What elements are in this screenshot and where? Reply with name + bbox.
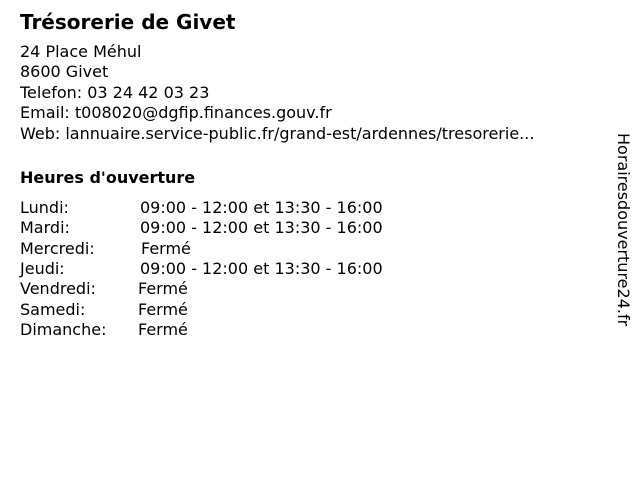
day-hours: Fermé bbox=[141, 238, 191, 258]
address-city: 8600 Givet bbox=[20, 62, 109, 82]
business-title: Trésorerie de Givet bbox=[20, 10, 236, 34]
phone-line: Telefon: 03 24 42 03 23 bbox=[20, 82, 210, 102]
day-hours: 09:00 - 12:00 et 13:30 - 16:00 bbox=[140, 258, 383, 278]
day-label: Jeudi: bbox=[20, 258, 65, 278]
hours-row-tuesday bbox=[20, 218, 600, 238]
hours-row-sunday bbox=[20, 320, 600, 340]
email-line: Email: t008020@dgfip.finances.gouv.fr bbox=[20, 103, 332, 123]
day-label: Mardi: bbox=[20, 218, 70, 238]
side-brand-watermark bbox=[614, 133, 632, 373]
day-label: Vendredi: bbox=[20, 279, 96, 299]
day-hours: 09:00 - 12:00 et 13:30 - 16:00 bbox=[140, 218, 383, 238]
day-label: Mercredi: bbox=[20, 238, 95, 258]
hours-row-friday bbox=[20, 279, 600, 299]
hours-row-wednesday bbox=[20, 239, 600, 259]
day-hours: 09:00 - 12:00 et 13:30 - 16:00 bbox=[140, 198, 383, 218]
business-card bbox=[20, 10, 600, 340]
address-street: 24 Place Méhul bbox=[20, 42, 142, 61]
hours-table bbox=[20, 198, 600, 340]
day-label: Dimanche: bbox=[20, 319, 107, 339]
day-hours: Fermé bbox=[138, 299, 188, 319]
hours-row-thursday bbox=[20, 259, 600, 279]
day-label: Lundi: bbox=[20, 198, 69, 218]
hours-heading: Heures d'ouverture bbox=[20, 168, 196, 188]
day-hours: Fermé bbox=[138, 319, 188, 339]
day-label: Samedi: bbox=[20, 299, 86, 319]
hours-row-monday bbox=[20, 198, 600, 218]
side-brand-text: Horairesdouverture24.fr bbox=[614, 133, 633, 327]
day-hours: Fermé bbox=[138, 279, 188, 299]
hours-row-saturday bbox=[20, 300, 600, 320]
web-line: Web: lannuaire.service-public.fr/grand-est/ardennes/tresorerie... bbox=[20, 123, 535, 143]
